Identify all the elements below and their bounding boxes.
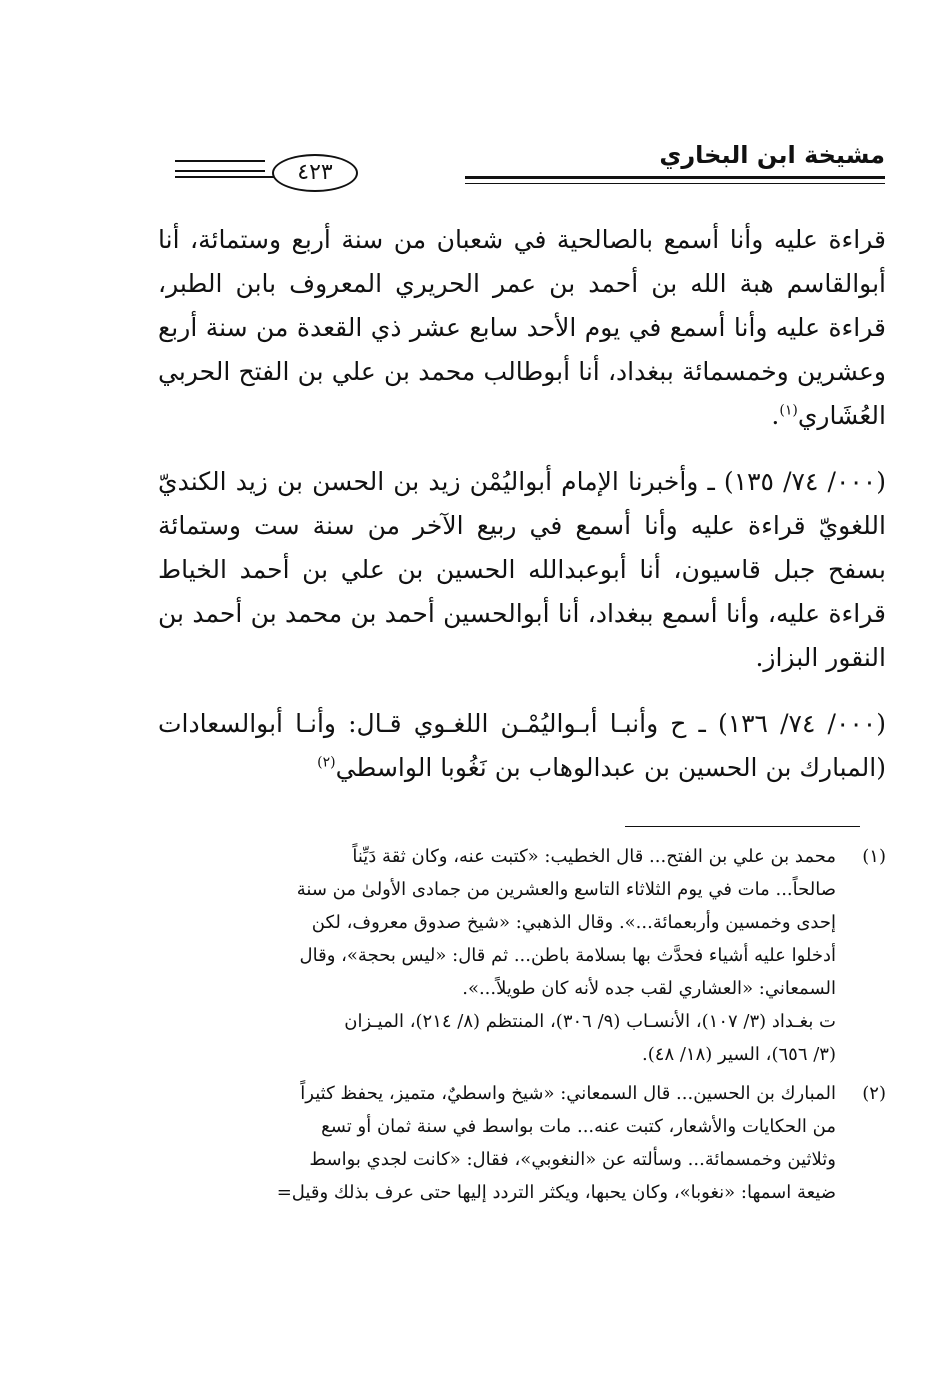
footnotes: [158, 840, 886, 1215]
paragraph-2-text: (٠٠٠/ ٧٤/ ١٣٥) ـ وأخبرنا الإمام أبواليُمْن زيد بن الحسن بن زيد الكنديّ اللغويّ قراءة عليه وأنا أسمع في ربيع الآخر من سنة ست وستمائة بسفح جبل قاسيون، أنا أبوعبدالله الحسين بن علي بن أحمد الخياط قراءة عليه، وأنا أسمع ببغداد، أنا أبوالحسين أحمد بن محمد بن أحمد بن النقور البزاز.: [158, 467, 886, 672]
footnote-ref-1: (١): [779, 402, 798, 419]
footnote-line: ت بغـداد (٣/ ١٠٧)، الأنسـاب (٩/ ٣٠٦)، المنتظم (٨/ ٢١٤)، الميـزان: [344, 1011, 836, 1032]
footnote-line: ضيعة اسمها: «نغوبا»، وكان يحبها، ويكثر التردد إليها حتى عرف بذلك وقيل=: [276, 1182, 836, 1203]
footnote-line: محمد بن علي بن الفتح... قال الخطيب: «كتبت عنه، وكان ثقة دَيِّناً: [352, 846, 836, 867]
footnote-number: (٢): [862, 1083, 886, 1104]
header-rule-right: [465, 176, 885, 184]
main-text: [158, 218, 886, 790]
footnote-number: (١): [862, 846, 886, 867]
running-title: مشيخة ابن البخاري: [659, 141, 885, 169]
footnote-line: المبارك بن الحسين... قال السمعاني: «شيخ واسطيٌ، متميز، يحفظ كثيراً: [300, 1083, 836, 1104]
footnote-separator: [625, 826, 860, 827]
page-number: ٤٢٣: [272, 154, 358, 192]
paragraph-1-tail: .: [771, 401, 780, 430]
footnote-line: صالحاً... مات في يوم الثلاثاء التاسع والعشرين من جمادى الأولىٰ من سنة: [296, 879, 836, 900]
footnote-line: أدخلوا عليه أشياء فحدَّث بها بسلامة باطن... ثم قال: «ليس بحجة»، وقال: [299, 945, 836, 966]
footnote-line: إحدى وخمسين وأربعمائة...». وقال الذهبي: «شيخ صدوق معروف، لكن: [311, 912, 836, 933]
paragraph-1-text: قراءة عليه وأنا أسمع بالصالحية في شعبان من سنة أربع وستمائة، أنا أبوالقاسم هبة الله بن أحمد بن عمر الحريري المعروف بابن الطبر، قراءة عليه وأنا أسمع في يوم الأحد سابع عشر ذي القعدة من سنة أربع وعشرين وخمسمائة ببغداد، أنا أبوطالب محمد بن علي بن الفتح الحربي العُشَاري: [158, 225, 886, 430]
page-header: [150, 140, 885, 190]
footnote-line: وثلاثين وخمسمائة... وسألته عن «النغوبي»، فقال: «كانت لجدي بواسط: [309, 1149, 836, 1170]
paragraph-2: [158, 460, 886, 680]
footnote-2: [158, 1077, 886, 1209]
paragraph-3: [158, 702, 886, 790]
paragraph-3-text: (٠٠٠/ ٧٤/ ١٣٦) ـ ح وأنبـا أبـواليُمْـن اللغـوي قـال: وأنـا أبوالسعادات (المبارك بن الحسين بن عبدالوهاب بن نَغُوبا الواسطي: [158, 709, 887, 782]
footnote-line: (٣/ ٦٥٦)، السير (١٨/ ٤٨).: [642, 1044, 836, 1065]
footnote-1: [158, 840, 886, 1071]
header-rule-left-bottom: [175, 176, 275, 178]
footnote-line: من الحكايات والأشعار، كتبت عنه... مات بواسط في سنة ثمان أو تسع: [321, 1116, 836, 1137]
paragraph-1: [158, 218, 886, 438]
footnote-body: [158, 1077, 836, 1209]
footnote-line: السمعاني: «العشاري لقب جده لأنه كان طويلاً...».: [462, 978, 836, 999]
footnote-body: [158, 840, 836, 1071]
footnote-ref-2: (٢): [317, 754, 336, 771]
header-rule-left: [175, 160, 265, 172]
